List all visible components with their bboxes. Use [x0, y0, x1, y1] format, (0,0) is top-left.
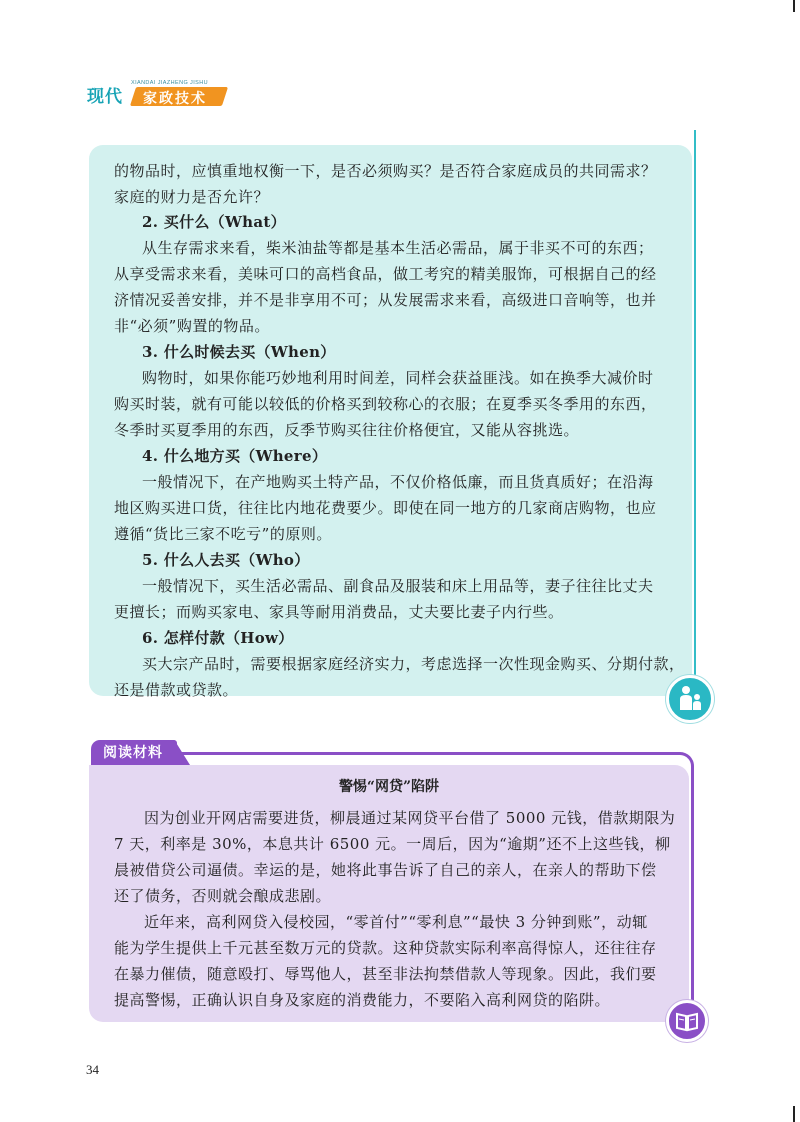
where-line-2: 地区购买进口货，往往比内地花费要少。即使在同一地方的几家商店购物，也应 — [114, 499, 657, 517]
reading-tab-label: 阅读材料 — [103, 745, 163, 761]
section-who-title: 5. 什么人去买（Who） — [142, 551, 310, 569]
crop-mark-top — [793, 0, 795, 12]
who-line-1: 一般情况下，买生活必需品、副食品及服装和床上用品等，妻子往往比丈夫 — [142, 577, 654, 595]
reading-p1-line-4: 还了债务，否则就会酿成悲剧。 — [114, 887, 332, 905]
reading-title: 警惕“网贷”陷阱 — [338, 779, 440, 795]
family-icon — [666, 675, 714, 723]
how-line-2: 还是借款或贷款。 — [114, 681, 239, 699]
section-where-title: 4. 什么地方买（Where） — [142, 447, 328, 465]
logo-pinyin: XIANDAI JIAZHENG JISHU — [131, 80, 208, 86]
panel-side-bar — [694, 130, 696, 690]
when-line-1: 购物时，如果你能巧妙地利用时间差，同样会获益匪浅。如在换季大减价时 — [142, 369, 654, 387]
what-line-4: 非“必须”购置的物品。 — [114, 317, 270, 335]
where-line-1: 一般情况下，在产地购买土特产品，不仅价格低廉，而且货真质好；在沿海 — [142, 473, 654, 491]
logo-main-text: 现代 — [87, 87, 123, 107]
reading-border-top — [178, 752, 678, 755]
section-when-title: 3. 什么时候去买（When） — [142, 343, 336, 361]
what-line-1: 从生存需求来看，柴米油盐等都是基本生活必需品，属于非买不可的东西； — [142, 239, 654, 257]
what-line-2: 从享受需求来看，美味可口的高档食品，做工考究的精美服饰，可根据自己的经 — [114, 265, 657, 283]
reading-p2-line-3: 在暴力催债，随意殴打、辱骂他人，甚至非法拘禁借款人等现象。因此，我们要 — [114, 965, 657, 983]
section-how-title: 6. 怎样付款（How） — [142, 629, 294, 647]
when-line-3: 冬季时买夏季用的东西，反季节购买往往价格便宜，又能从容挑选。 — [114, 421, 580, 439]
section-what-title: 2. 买什么（What） — [142, 213, 286, 231]
reading-p1-line-3: 晨被借贷公司逼债。幸运的是，她将此事告诉了自己的亲人，在亲人的帮助下偿 — [114, 861, 657, 879]
when-line-2: 购买时装，就有可能以较低的价格买到较称心的衣服；在夏季买冬季用的东西， — [114, 395, 657, 413]
reading-p2-line-2: 能为学生提供上千元甚至数万元的贷款。这种贷款实际利率高得惊人，还往往存 — [114, 939, 657, 957]
reading-border-side — [691, 770, 694, 1000]
page-number: 34 — [86, 1062, 99, 1077]
what-line-3: 济情况妥善安排，并不是非享用不可；从发展需求来看，高级进口音响等，也并 — [114, 291, 657, 309]
intro-line-1: 的物品时，应慎重地权衡一下，是否必须购买？是否符合家庭成员的共同需求？ — [114, 162, 657, 180]
book-icon — [666, 1000, 708, 1042]
crop-mark-bottom — [793, 1106, 795, 1122]
logo-sub-text: 家政技术 — [143, 91, 207, 107]
how-line-1: 买大宗产品时，需要根据家庭经济实力，考虑选择一次性现金购买、分期付款， — [142, 655, 685, 673]
reading-p2-line-1: 近年来，高利网贷入侵校园，“零首付”“零利息”“最快 3 分钟到账”，动辄 — [144, 913, 648, 931]
book-logo — [87, 76, 227, 106]
who-line-2: 更擅长；而购买家电、家具等耐用消费品，丈夫要比妻子内行些。 — [114, 603, 564, 621]
where-line-3: 遵循“货比三家不吃亏”的原则。 — [114, 525, 332, 543]
reading-p1-line-1: 因为创业开网店需要进货，柳晨通过某网贷平台借了 5000 元钱，借款期限为 — [144, 809, 676, 827]
intro-line-2: 家庭的财力是否允许？ — [114, 188, 270, 206]
reading-p1-line-2: 7 天，利率是 30%，本息共计 6500 元。一周后，因为“逾期”还不上这些钱，柳 — [114, 835, 671, 853]
reading-p2-line-4: 提高警惕，正确认识自身及家庭的消费能力，不要陷入高利网贷的陷阱。 — [114, 991, 611, 1009]
